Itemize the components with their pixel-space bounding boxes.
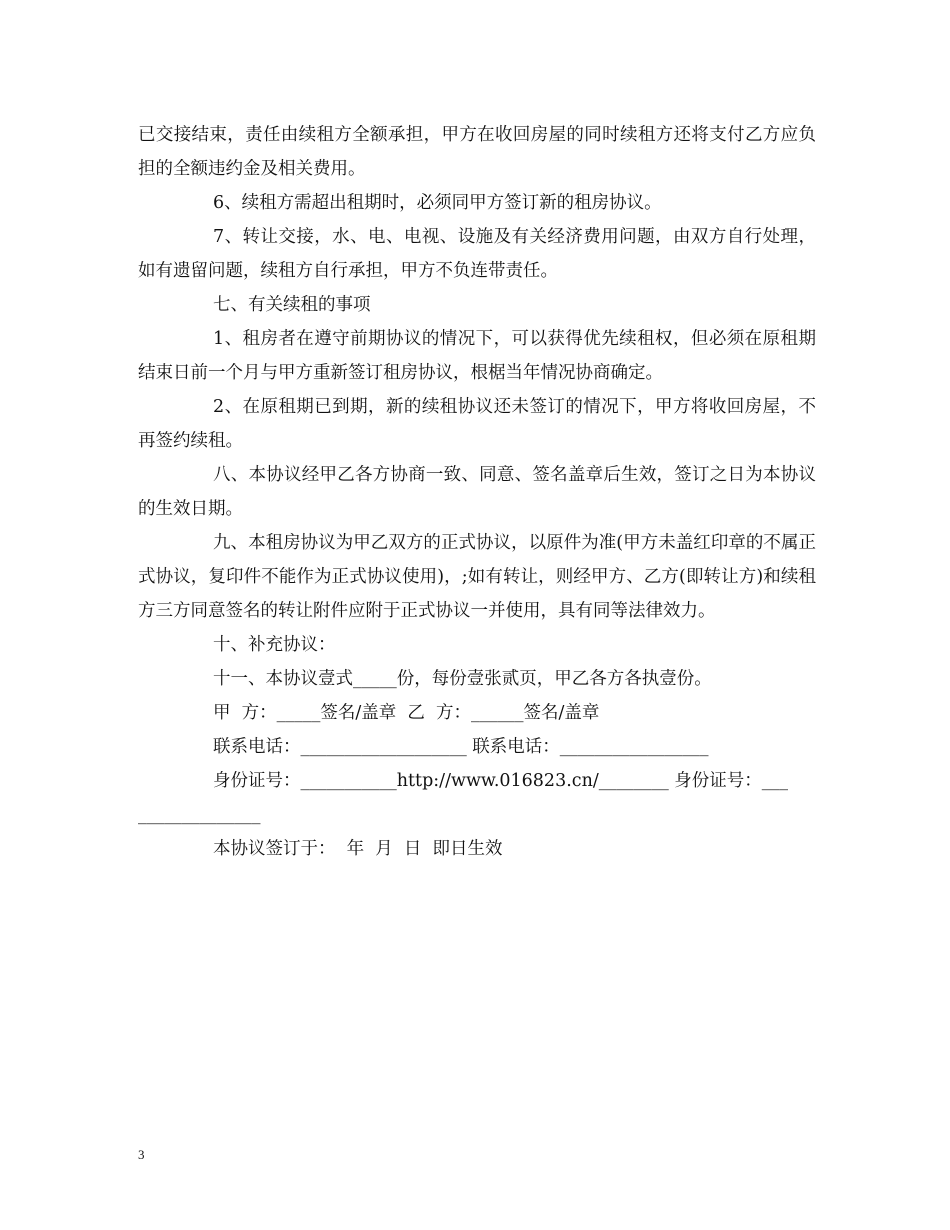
paragraph-clause-6: 6、续租方需超出租期时，必须同甲方签订新的租房协议。: [213, 193, 662, 213]
paragraph-clause-7: 7、转让交接，水、电、电视、设施及有关经济费用问题，由双方自行处理，如有遗留问题，续租方自行承担，甲方不负连带责任。: [138, 227, 816, 281]
id-number-line-continuation: ______________: [138, 805, 261, 825]
section-8-paragraph: 八、本协议经甲乙各方协商一致、同意、签名盖章后生效，签订之日为本协议的生效日期。: [138, 465, 816, 519]
page-number: 3: [138, 1147, 145, 1162]
signature-line: 甲 方：_____签名/盖章 乙 方：______签名/盖章: [213, 703, 600, 723]
phone-line: 联系电话：___________________ 联系电话：_________________: [213, 737, 709, 757]
document-body: [138, 118, 816, 866]
section-9-paragraph: 九、本租房协议为甲乙双方的正式协议，以原件为准(甲方未盖红印章的不属正式协议，复印件不能作为正式协议使用)，;如有转让，则经甲方、乙方(即转让方)和续租方三方同意签名的转让附件应附于正式协议一并使用，具有同等法律效力。: [138, 533, 816, 621]
signed-on-line: 本协议签订于： 年 月 日 即日生效: [213, 839, 503, 859]
section-heading-7: 七、有关续租的事项: [213, 295, 371, 315]
id-number-line: 身份证号：___________http://www.016823.cn/________ 身份证号：___: [213, 771, 789, 791]
section-10-heading: 十、补充协议：: [213, 635, 336, 655]
section-11-paragraph: 十一、本协议壹式_____份，每份壹张贰页，甲乙各方各执壹份。: [213, 669, 712, 689]
paragraph-renewal-1: 1、租房者在遵守前期协议的情况下，可以获得优先续租权，但必须在原租期结束日前一个月与甲方重新签订租房协议，根椐当年情况协商确定。: [138, 329, 816, 383]
paragraph-continuation: 已交接结束，责任由续租方全额承担，甲方在收回房屋的同时续租方还将支付乙方应负担的全额违约金及相关费用。: [138, 125, 816, 179]
paragraph-renewal-2: 2、在原租期已到期，新的续租协议还未签订的情况下，甲方将收回房屋，不再签约续租。: [138, 397, 816, 451]
